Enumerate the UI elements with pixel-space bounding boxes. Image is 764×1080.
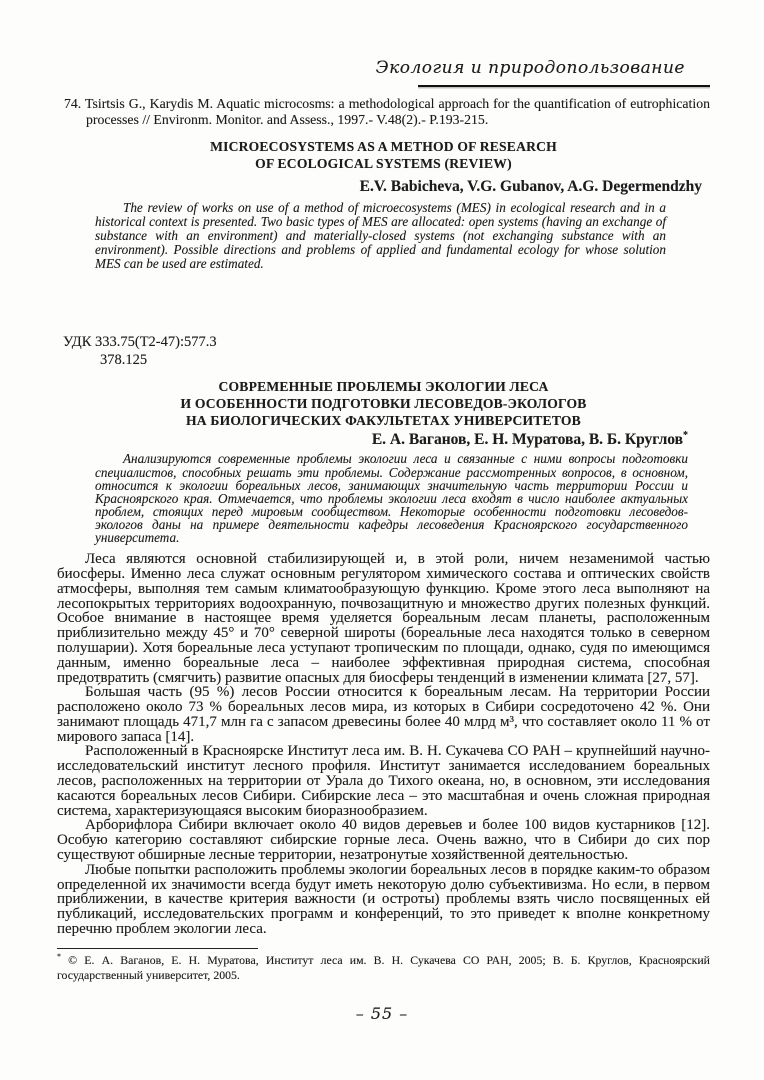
udk-line1: УДК 333.75(Т2-47):577.3 xyxy=(63,334,217,351)
english-article-authors: E.V. Babicheva, V.G. Gubanov, A.G. Degermendzhy xyxy=(359,178,702,195)
russian-article-authors xyxy=(57,431,710,449)
english-article-title-line2: OF ECOLOGICAL SYSTEMS (REVIEW) xyxy=(255,156,512,171)
english-article-abstract: The review of works on use of a method of microecosystems (MES) in ecological research and in a historical context is presented. Two basic types of MES are allocated: open systems (having an exchange of substance with an environment) and materially-closed systems (not exchanging substance with an environment). Possible directions and problems of applied and fundamental ecology for whose solution MES can be used are estimated. xyxy=(95,200,666,272)
journal-section-title: Экология и природопользование xyxy=(375,58,685,78)
copyright-footnote xyxy=(57,953,710,982)
body-paragraph: Арборифлора Сибири включает около 40 видов деревьев и более 100 видов кустарников [12]. Особую категорию составляют сибирские горные леса. Очень важно, что в Сибири до сих пор существуют обширные лесные территории, незатронутые хозяйственной деятельностью. xyxy=(57,817,710,864)
russian-article-abstract: Анализируются современные проблемы экологии леса и связанные с ними вопросы подготовки специалистов, способных решать эти проблемы. Содержание рассмотренных вопросов, в основном, относится к экологии бореальных лесов, занимающих значительную часть территории России и Красноярского края. Отмечается, что проблемы экологии леса входят в число наиболее актуальных проблем, стоящих перед мировым сообществом. Некоторые особенности подготовки лесоведов-экологов даны на примере деятельности кафедры лесоведения Красноярского государственного университета. xyxy=(95,451,688,546)
footnote-area xyxy=(57,948,710,982)
reference-text: Tsirtsis G., Karydis M. Aquatic microcosms: a methodological approach for the quantification of eutrophication processes // Environm. Monitor. and Assess., 1997.- V.48(2).- P.193-215. xyxy=(85,96,710,127)
header-rule xyxy=(418,85,710,87)
footnote-text: © Е. А. Ваганов, Е. Н. Муратова, Институт леса им. В. Н. Сукачева СО РАН, 2005; В. Б. Круглов, Красноярский государственный университет, 2005. xyxy=(57,953,710,982)
russian-article-title-line1: СОВРЕМЕННЫЕ ПРОБЛЕМЫ ЭКОЛОГИИ ЛЕСА xyxy=(218,379,549,395)
english-article-title xyxy=(57,138,710,172)
body-paragraph: Расположенный в Красноярске Институт леса им. В. Н. Сукачева СО РАН – крупнейший научно-исследовательский институт лесного профиля. Институт занимается исследованием бореальных лесов, расположенных на территории от Урала до Тихого океана, но, в основном, эти исследования касаются бореальных лесов Сибири. Сибирские леса – это масштабная и очень сложная природная система, характеризующаяся высоким биоразнообразием. xyxy=(57,743,710,819)
body-paragraph: Бо́льшая часть (95 %) лесов России относится к бореальным лесам. На территории России расположено около 73 % бореальных лесов мира, из которых в Сибири сосредоточено 42 %. Они занимают площадь 471,7 млн га с запасом древесины более 40 млрд м³, что составляет около 11 % от мирового запаса [14]. xyxy=(57,684,710,745)
reference-number: 74. xyxy=(64,96,82,111)
page-number: – 55 – xyxy=(355,1004,409,1023)
reference-entry xyxy=(64,96,710,127)
authors-footnote-marker: * xyxy=(683,430,688,442)
english-article-title-line1: MICROECOSYSTEMS AS A METHOD OF RESEARCH xyxy=(210,139,557,154)
udk-classification xyxy=(63,333,710,369)
russian-article-title-line2: И ОСОБЕННОСТИ ПОДГОТОВКИ ЛЕСОВЕДОВ-ЭКОЛОГОВ xyxy=(180,396,587,412)
russian-article-title-line3: НА БИОЛОГИЧЕСКИХ ФАКУЛЬТЕТАХ УНИВЕРСИТЕТОВ xyxy=(186,413,581,429)
body-paragraph: Леса являются основной стабилизирующей и, в этой роли, ничем незаменимой частью биосферы. Именно леса служат основным регулятором химического состава и оптических свойств атмосферы, выполняя тем самым климатообразующую функцию. Кроме этого леса выполняют на лесопокрытых территориях водоохранную, почвозащитную и множество других полезных функций. Особое внимание в настоящее время уделяется бореальным лесам планеты, расположенным приблизительно между 45° и 70° северной широты (бореальные леса находятся только в северном полушарии). Хотя бореальные леса уступают тропическим по площади, однако, судя по имеющимся данным, именно бореальные леса – наиболее эффективная природная система, способная предотвратить (смягчить) развитие опасных для биосферы тенденций в изменении климата [27, 57]. xyxy=(57,551,710,686)
footnote-rule xyxy=(57,948,258,949)
footnote-marker: * xyxy=(57,952,61,962)
running-head xyxy=(57,0,710,87)
udk-line2: 378.125 xyxy=(100,352,148,369)
russian-article-title xyxy=(57,378,710,429)
article-body xyxy=(57,552,710,937)
russian-article-authors-names: Е. А. Ваганов, Е. Н. Муратова, В. Б. Круглов xyxy=(371,431,683,449)
body-paragraph: Любые попытки расположить проблемы экологии бореальных лесов в порядке каким-то образом определенной их значимости всегда будут иметь некоторую долю субъективизма. Но если, в первом приближении, в качестве критерия важности (и остроты) проблемы взять число посвященных ей публикаций, исследовательских программ и конференций, то это приведет к вполне конкретному перечню проблем экологии леса. xyxy=(57,861,710,938)
